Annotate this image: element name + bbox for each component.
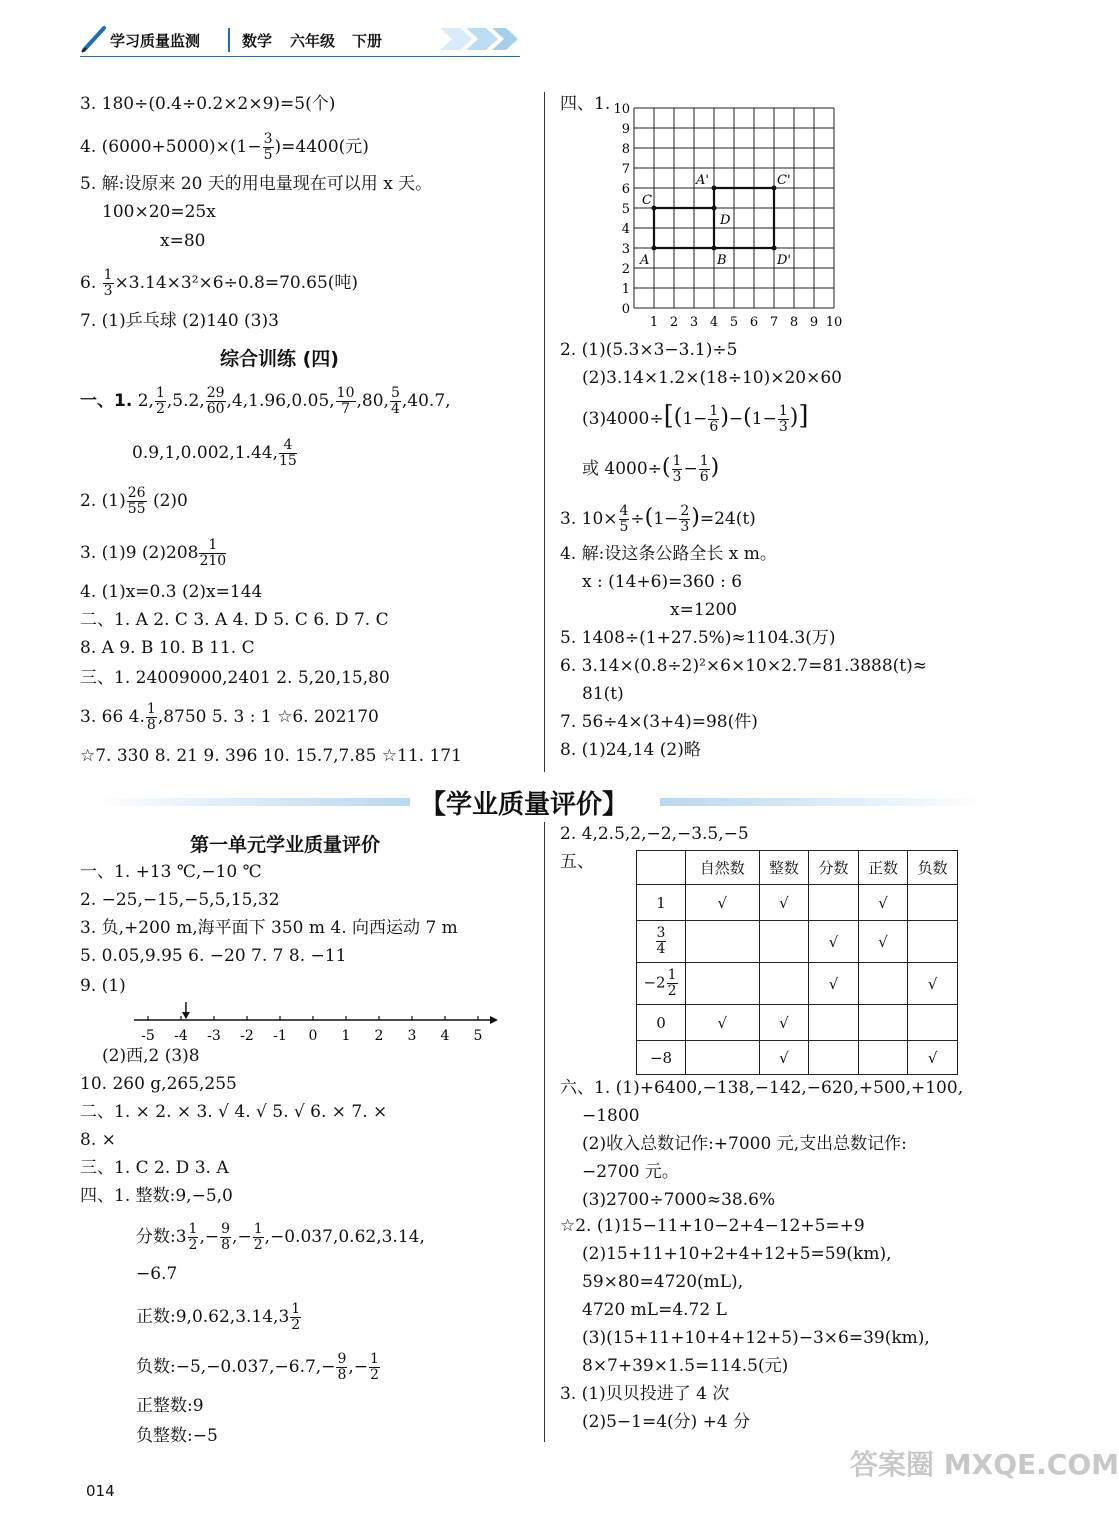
x-tick-label: 6: [749, 315, 759, 330]
row-label: 0: [637, 1005, 686, 1041]
answer-line: 8×7+39×1.5=114.5(元): [582, 1356, 789, 1376]
answer-line: 59×80=4720(mL),: [582, 1272, 744, 1292]
coordinate-grid: [614, 96, 864, 336]
answer-line: 5. 0.05,9.95 6. −20 7. 7 8. −11: [80, 946, 347, 966]
answer-line: (3)2700÷7000≈38.6%: [582, 1190, 776, 1210]
table-row: [637, 1041, 958, 1075]
answer-line: ☆7. 330 8. 21 9. 396 10. 15.7,7.85 ☆11. 171: [80, 746, 462, 766]
table-cell: √: [908, 1041, 958, 1075]
answer-line: 8. (1)24,14 (2)略: [560, 740, 701, 760]
answer-line: 3. 10× $\frac{4}{5}$ ÷(1− $\frac{2}{3}$ )=24(t): [560, 503, 756, 535]
table-row: [637, 885, 958, 921]
answer-line: −1800: [582, 1106, 640, 1126]
answer-line: (2)3.14×1.2×(18÷10)×20×60: [582, 368, 842, 388]
table-cell: [809, 1041, 859, 1075]
x-tick-label: 8: [789, 315, 799, 330]
answer-line: 100×20=25x: [102, 202, 216, 222]
answer-line: 2. 4,2.5,2,−2,−3.5,−5: [560, 824, 749, 844]
table-header: 正数: [858, 851, 908, 885]
answer-line: 5. 1408÷(1+27.5%)≈1104.3(万): [560, 628, 836, 648]
y-tick-label: 4: [621, 222, 630, 237]
answer-line: 8. ×: [80, 1130, 116, 1150]
answer-line: 81(t): [582, 684, 624, 704]
table-cell: [908, 921, 958, 963]
pen-icon: [80, 24, 110, 54]
answer-line: x=1200: [670, 600, 738, 620]
marker-arrow-head: [182, 1012, 190, 1019]
point-label: C': [777, 173, 791, 188]
answer-line: −6.7: [136, 1264, 178, 1284]
table-header: 自然数: [686, 851, 760, 885]
answer-line: 三、1. C 2. D 3. A: [80, 1158, 229, 1178]
y-tick-label: 1: [621, 282, 630, 297]
table-cell: [809, 1005, 859, 1041]
row-label: −2 $\frac{1}{2}$: [637, 963, 686, 1005]
table-cell: [759, 963, 809, 1005]
number-line: [128, 1002, 498, 1044]
answer-line: 7. (1)乒乓球 (2)140 (3)3: [80, 311, 279, 331]
tick-label: -3: [207, 1028, 221, 1044]
axis-arrow: [490, 1016, 498, 1024]
answer-line: 三、1. 24009000,2401 2. 5,20,15,80: [80, 668, 390, 688]
table-header: [637, 851, 686, 885]
table-cell: √: [858, 921, 908, 963]
tick-label: -5: [141, 1028, 155, 1044]
table-cell: [686, 921, 760, 963]
tick-label: 5: [473, 1028, 483, 1044]
answer-line: 9. (1): [80, 976, 126, 996]
answer-line: 分数:3 $\frac{1}{2}$ ,− $\frac{9}{8}$ ,− $\frac{1}{2}$ ,−0.037,0.62,3.14,: [136, 1221, 425, 1253]
answer-line: (3)4000÷[(1− $\frac{1}{6}$ )−(1− $\frac{1}{3}$ )]: [582, 401, 809, 435]
answer-line: 0.9,1,0.002,1.44, $\frac{4}{15}$: [132, 437, 297, 469]
answer-line: 4. 解:设这条公路全长 x m。: [560, 544, 777, 564]
answer-line: 10. 260 g,265,255: [80, 1074, 237, 1094]
row-label: 1: [637, 885, 686, 921]
table-row: [637, 921, 958, 963]
table-cell: [858, 1041, 908, 1075]
y-tick-label: 9: [621, 122, 630, 137]
unit-title: 第一单元学业质量评价: [190, 834, 381, 856]
y-tick-label: 0: [621, 302, 630, 317]
point-label: A: [640, 253, 650, 268]
tick-label: -1: [273, 1028, 287, 1044]
answer-line: 6. $\frac{1}{3}$ ×3.14×3²×6÷0.8=70.65(吨): [80, 267, 359, 299]
answer-line: 3. (1)贝贝投进了 4 次: [560, 1384, 730, 1404]
table-cell: √: [908, 963, 958, 1005]
y-tick-label: 7: [621, 162, 630, 177]
section-banner: 【学业质量评价】: [420, 790, 629, 820]
tick-label: 3: [407, 1028, 417, 1044]
answer-line: 正数:9,0.62,3.14,3 $\frac{1}{2}$: [136, 1301, 301, 1333]
y-tick-label: 8: [621, 142, 630, 157]
number-classification-table: [636, 850, 958, 1075]
table-header: 整数: [759, 851, 809, 885]
answer-line: x : (14+6)=360 : 6: [582, 572, 743, 592]
header-grade: 六年级: [290, 32, 336, 50]
point-label: A': [696, 173, 709, 188]
grid-point: [652, 246, 657, 251]
point-label: D': [777, 253, 791, 268]
answer-line: 五、: [560, 852, 594, 872]
table-cell: [686, 1041, 760, 1075]
answer-line: 4. (6000+5000)×(1− $\frac{3}{5}$ )=4400(元): [80, 131, 369, 163]
table-cell: [759, 921, 809, 963]
column-divider-bottom: [544, 822, 545, 1442]
page-number: 014: [86, 1482, 115, 1500]
x-tick-label: 2: [669, 315, 679, 330]
grid-point: [712, 246, 717, 251]
tick-label: -4: [174, 1028, 188, 1044]
answer-line: 7. 56÷4×(3+4)=98(件): [560, 712, 758, 732]
header-volume: 下册: [352, 32, 383, 50]
tick-label: 1: [341, 1028, 351, 1044]
tick-label: -2: [240, 1028, 254, 1044]
table-cell: √: [759, 1041, 809, 1075]
y-tick-label: 3: [621, 242, 630, 257]
x-tick-label: 7: [769, 315, 779, 330]
point-label: C: [642, 193, 652, 208]
answer-line: 负整数:−5: [136, 1426, 218, 1446]
column-divider-top: [544, 92, 545, 772]
table-cell: √: [809, 963, 859, 1005]
table-cell: √: [759, 1005, 809, 1041]
x-tick-label: 4: [709, 315, 719, 330]
table-cell: [858, 1005, 908, 1041]
x-tick-label: 10: [825, 315, 843, 330]
answer-line: 6. 3.14×(0.8÷2)²×6×10×2.7=81.3888(t)≈: [560, 656, 927, 676]
table-cell: [908, 1005, 958, 1041]
answer-line: 四、1. 整数:9,−5,0: [80, 1186, 233, 1206]
answer-line: 2. (1) $\frac{26}{55}$ (2)0: [80, 485, 188, 517]
banner-stripe-right: [660, 798, 990, 806]
x-tick-label: 5: [729, 315, 739, 330]
header-subject: 数学: [242, 32, 273, 50]
answer-line: −2700 元。: [582, 1162, 679, 1182]
answer-line: 4. (1)x=0.3 (2)x=144: [80, 582, 263, 602]
row-label: $\frac{3}{4}$: [637, 921, 686, 963]
answer-line: 3. 负,+200 m,海平面下 350 m 4. 向西运动 7 m: [80, 918, 458, 938]
header-divider: [228, 28, 230, 52]
table-cell: [686, 963, 760, 1005]
y-tick-label: 2: [621, 262, 630, 277]
table-cell: [858, 963, 908, 1005]
y-tick-label: 5: [621, 202, 630, 217]
header-title: 学习质量监测: [110, 32, 201, 50]
answer-line: 3. (1)9 (2)208 $\frac{1}{210}$: [80, 537, 227, 569]
answer-line: 二、1. A 2. C 3. A 4. D 5. C 6. D 7. C: [80, 610, 389, 630]
answer-line: 2. (1)(5.3×3−3.1)÷5: [560, 340, 738, 360]
section-title: 综合训练 (四): [220, 348, 339, 370]
answer-line: ☆2. (1)15−11+10−2+4−12+5=+9: [560, 1216, 865, 1236]
answer-line: (2)收入总数记作:+7000 元,支出总数记作:: [582, 1134, 907, 1154]
table-cell: [908, 885, 958, 921]
answer-line: 六、1. (1)+6400,−138,−142,−620,+500,+100,: [560, 1078, 964, 1098]
table-cell: √: [809, 921, 859, 963]
grid-point: [652, 206, 657, 211]
answer-line: (2)5−1=4(分) +4 分: [582, 1412, 751, 1432]
answer-line: (2)西,2 (3)8: [102, 1046, 200, 1066]
answer-line: 5. 解:设原来 20 天的用电量现在可以用 x 天。: [80, 174, 433, 194]
y-tick-label: 10: [613, 102, 630, 117]
answer-line: x=80: [160, 231, 206, 251]
watermark: 答案圈 MXQE.COM: [850, 1448, 1119, 1481]
table-row: [637, 1005, 958, 1041]
answer-line: 负数:−5,−0.037,−6.7,− $\frac{9}{8}$ ,− $\frac{1}{2}$: [136, 1351, 379, 1383]
grid-point: [712, 186, 717, 191]
x-tick-label: 1: [649, 315, 659, 330]
grid-point: [772, 246, 777, 251]
banner-stripe-left: [90, 798, 410, 806]
answer-line: 一、1. 2, $\frac{1}{2}$ ,5.2, $\frac{29}{60}$ ,4,1.96,0.05, $\frac{10}{7}$ ,80, $\frac{5}{4}$ ,40.7,: [80, 385, 451, 417]
y-tick-label: 6: [621, 182, 630, 197]
table-cell: √: [686, 1005, 760, 1041]
answer-line: 一、1. +13 ℃,−10 ℃: [80, 862, 262, 882]
table-header: 负数: [908, 851, 958, 885]
answer-line: 2. −25,−15,−5,5,15,32: [80, 890, 280, 910]
header-rule: [80, 56, 520, 57]
tick-label: 2: [374, 1028, 384, 1044]
table-row: [637, 963, 958, 1005]
tick-label: 0: [308, 1028, 318, 1044]
table-cell: √: [759, 885, 809, 921]
answer-line: 或 4000÷( $\frac{1}{3}$ − $\frac{1}{6}$ ): [582, 453, 720, 485]
point-label: B: [717, 253, 727, 268]
x-tick-label: 9: [809, 315, 819, 330]
answer-line: 3. 180÷(0.4÷0.2×2×9)=5(个): [80, 94, 336, 114]
answer-line: 二、1. × 2. × 3. √ 4. √ 5. √ 6. × 7. ×: [80, 1102, 388, 1122]
tick-label: 4: [440, 1028, 450, 1044]
grid-point: [712, 206, 717, 211]
table-cell: [809, 885, 859, 921]
answer-line: 四、1.: [560, 94, 611, 114]
x-tick-label: 3: [689, 315, 699, 330]
answer-line: 正整数:9: [136, 1396, 204, 1416]
answer-line: 8. A 9. B 10. B 11. C: [80, 638, 255, 658]
chevrons-icon: [440, 24, 520, 54]
table-cell: √: [858, 885, 908, 921]
point-label: D: [720, 213, 731, 228]
table-header: 分数: [809, 851, 859, 885]
answer-line: (3)(15+11+10+4+12+5)−3×6=39(km),: [582, 1328, 930, 1348]
row-label: −8: [637, 1041, 686, 1075]
answer-line: 4720 mL=4.72 L: [582, 1300, 727, 1320]
answer-line: 3. 66 4. $\frac{1}{8}$ ,8750 5. 3 : 1 ☆6. 202170: [80, 701, 379, 733]
grid-point: [772, 186, 777, 191]
table-cell: √: [686, 885, 760, 921]
answer-line: (2)15+11+10+2+4+12+5=59(km),: [582, 1244, 892, 1264]
